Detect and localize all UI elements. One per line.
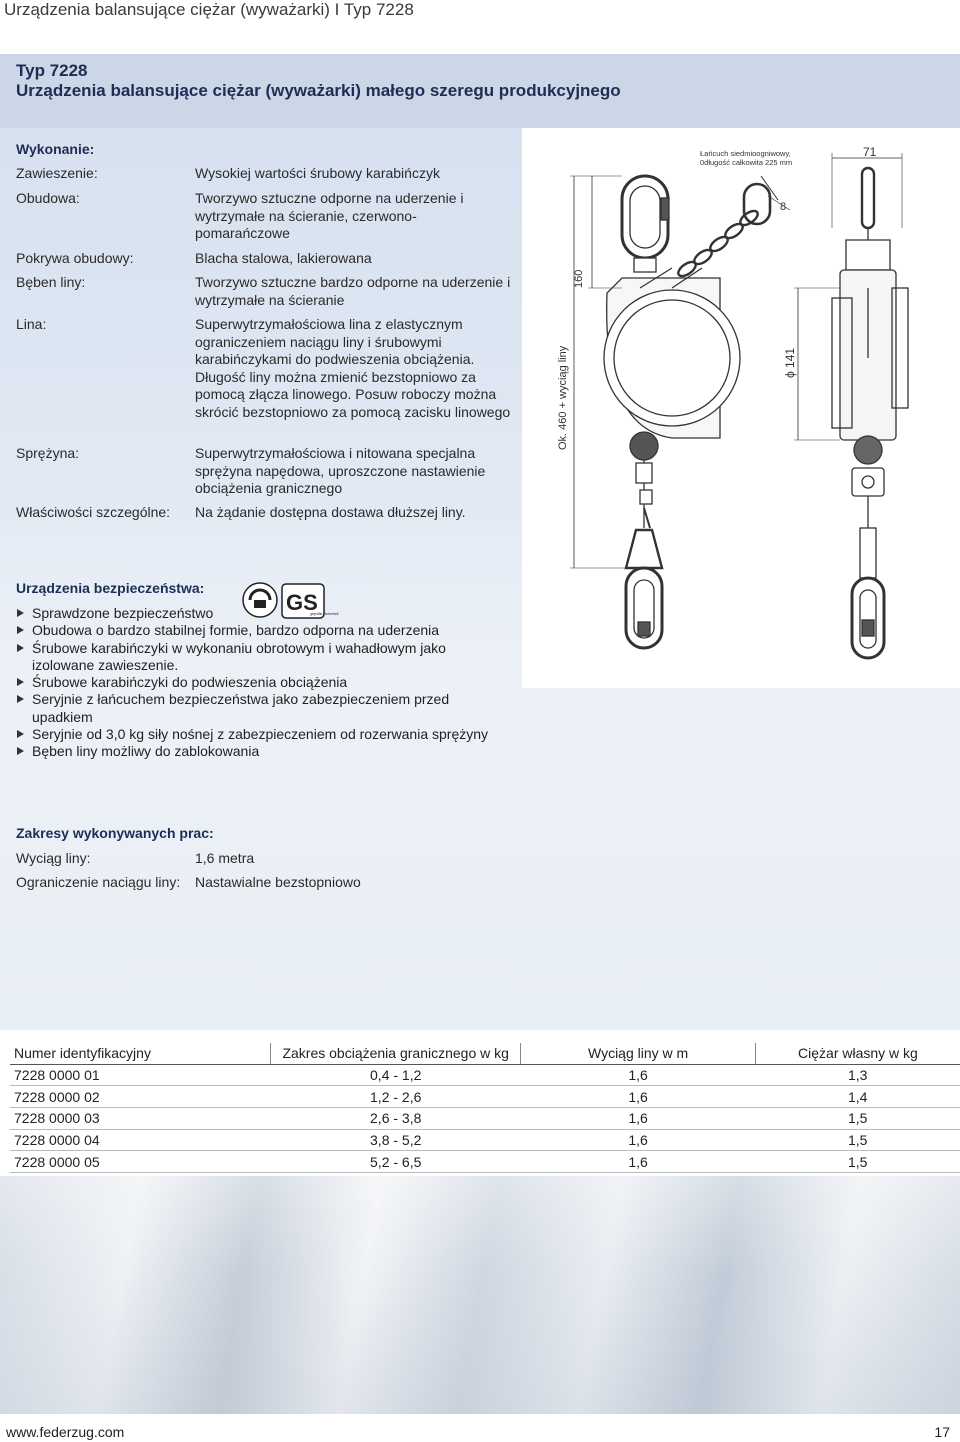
product-subtitle: Urządzenia balansujące ciężar (wyważarki) małego szeregu produkcyjnego <box>16 81 621 100</box>
spec-value: Superwytrzymałościowa lina z elastycznym ograniczeniem naciągu liny i śrubowymi karabińczykami do podwieszenia obciążenia. Długość liny można zmienić bezstopniowo za pomocą złącza linowego. Posuw roboczy można skrócić bezstopniowo za pomocą zacisku linowego <box>195 316 511 420</box>
svg-text:GS: GS <box>286 590 318 615</box>
gs-mark-text: geprüfte Sicherheit <box>310 612 339 616</box>
table-row <box>10 1108 960 1130</box>
cell-weight: 1,5 <box>755 1129 960 1151</box>
list-item: Seryjnie od 3,0 kg siły nośnej z zabezpieczeniem od rozerwania sprężyny <box>16 726 496 743</box>
range-value: 1,6 metra <box>195 850 255 866</box>
cell-load: 1,2 - 2,6 <box>271 1086 521 1108</box>
cell-load: 2,6 - 3,8 <box>271 1108 521 1130</box>
cell-weight: 1,4 <box>755 1086 960 1108</box>
safety-chain-icon <box>676 176 778 279</box>
col-header: Ciężar własny w kg <box>755 1043 960 1064</box>
chain-note-1: Łańcuch siedmioogniwowy, <box>700 149 791 158</box>
list-item: Obudowa o bardzo stabilnej formie, bardzo odporna na uderzenia <box>16 622 496 639</box>
load-carabiner-icon <box>626 530 662 648</box>
dim-label-141: ϕ 141 <box>783 347 797 378</box>
page-number: 17 <box>934 1424 950 1440</box>
col-header: Zakres obciążenia granicznego w kg <box>271 1043 521 1064</box>
cell-weight: 1,5 <box>755 1151 960 1173</box>
range-label: Ograniczenie naciągu liny: <box>16 874 181 890</box>
cell-id: 7228 0000 04 <box>10 1129 271 1151</box>
safety-list <box>16 605 496 761</box>
spec-value: Tworzywo sztuczne bardzo odporne na uderzenie i wytrzymałe na ścieranie <box>195 274 511 308</box>
decorative-photo <box>0 1176 960 1414</box>
spec-label: Obudowa: <box>16 190 80 206</box>
col-header: Numer identyfikacyjny <box>10 1043 271 1064</box>
swivel-icon <box>634 258 656 272</box>
cell-extension: 1,6 <box>521 1129 756 1151</box>
list-item: Sprawdzone bezpieczeństwo <box>16 605 496 622</box>
table-row <box>10 1129 960 1151</box>
cell-id: 7228 0000 03 <box>10 1108 271 1130</box>
list-item: Śrubowe karabińczyki w wykonaniu obrotowym i wahadłowym jako izolowane zawieszenie. <box>16 640 496 675</box>
dim-label-8: 8 <box>780 201 787 213</box>
dim-label-ok: Ok. 460 + wyciąg liny <box>557 345 569 450</box>
technical-drawing <box>522 128 960 688</box>
cell-extension: 1,6 <box>521 1086 756 1108</box>
housing-icon <box>604 268 740 438</box>
footer-url[interactable]: www.federzug.com <box>6 1424 125 1440</box>
top-carabiner-icon <box>622 176 669 258</box>
cell-weight: 1,5 <box>755 1108 960 1130</box>
cell-weight: 1,3 <box>755 1064 960 1086</box>
table-row <box>10 1086 960 1108</box>
product-table <box>10 1043 960 1173</box>
cell-extension: 1,6 <box>521 1151 756 1173</box>
spec-label: Pokrywa obudowy: <box>16 250 134 266</box>
ranges-heading: Zakresy wykonywanych prac: <box>16 825 214 841</box>
list-item: Bęben liny możliwy do zablokowania <box>16 743 496 760</box>
table-row <box>10 1064 960 1086</box>
header-band <box>0 54 960 128</box>
cell-extension: 1,6 <box>521 1064 756 1086</box>
spec-label: Lina: <box>16 316 47 332</box>
spec-value: Blacha stalowa, lakierowana <box>195 250 372 266</box>
cell-id: 7228 0000 05 <box>10 1151 271 1173</box>
cell-load: 0,4 - 1,2 <box>271 1064 521 1086</box>
document-title: Urządzenia balansujące ciężar (wyważarki) I Typ 7228 <box>4 0 414 19</box>
spec-value: Tworzywo sztuczne odporne na uderzenie i wytrzymałe na ścieranie, czerwono-pomarańczowe <box>195 190 464 241</box>
spec-value: Na żądanie dostępna dostawa dłuższej liny. <box>195 504 466 520</box>
product-table-wrap <box>0 1040 960 1176</box>
spec-label: Sprężyna: <box>16 445 80 461</box>
wykonanie-heading: Wykonanie: <box>16 141 95 157</box>
spec-value: Superwytrzymałościowa i nitowana specjalna sprężyna napędowa, uproszczone nastawienie obciążenia granicznego <box>195 445 486 496</box>
spec-label: Zawieszenie: <box>16 165 98 181</box>
range-label: Wyciąg liny: <box>16 850 91 866</box>
spec-label: Bęben liny: <box>16 274 86 290</box>
dim-label-160: 160 <box>573 269 585 288</box>
safety-heading: Urządzenia bezpieczeństwa: <box>16 580 205 596</box>
cable-icon <box>630 432 658 528</box>
side-view-icon <box>768 153 908 658</box>
range-value: Nastawialne bezstopniowo <box>195 874 361 890</box>
cell-load: 3,8 - 5,2 <box>271 1129 521 1151</box>
cell-id: 7228 0000 01 <box>10 1064 271 1086</box>
dim-label-71: 71 <box>863 145 877 159</box>
list-item: Śrubowe karabińczyki do podwieszenia obciążenia <box>16 674 496 691</box>
table-header-row <box>10 1043 960 1064</box>
cell-load: 5,2 - 6,5 <box>271 1151 521 1173</box>
spec-value: Wysokiej wartości śrubowy karabińczyk <box>195 165 440 181</box>
chain-note-2: 0długość całkowita 225 mm <box>700 158 793 167</box>
cell-id: 7228 0000 02 <box>10 1086 271 1108</box>
col-header: Wyciąg liny w m <box>521 1043 756 1064</box>
list-item: Seryjnie z łańcuchem bezpieczeństwa jako zabezpieczeniem przed upadkiem <box>16 691 496 726</box>
table-row <box>10 1151 960 1173</box>
type-heading: Typ 7228 <box>16 61 88 80</box>
spec-label: Właściwości szczególne: <box>16 504 171 520</box>
balancer-drawing-svg <box>522 128 960 688</box>
cell-extension: 1,6 <box>521 1108 756 1130</box>
